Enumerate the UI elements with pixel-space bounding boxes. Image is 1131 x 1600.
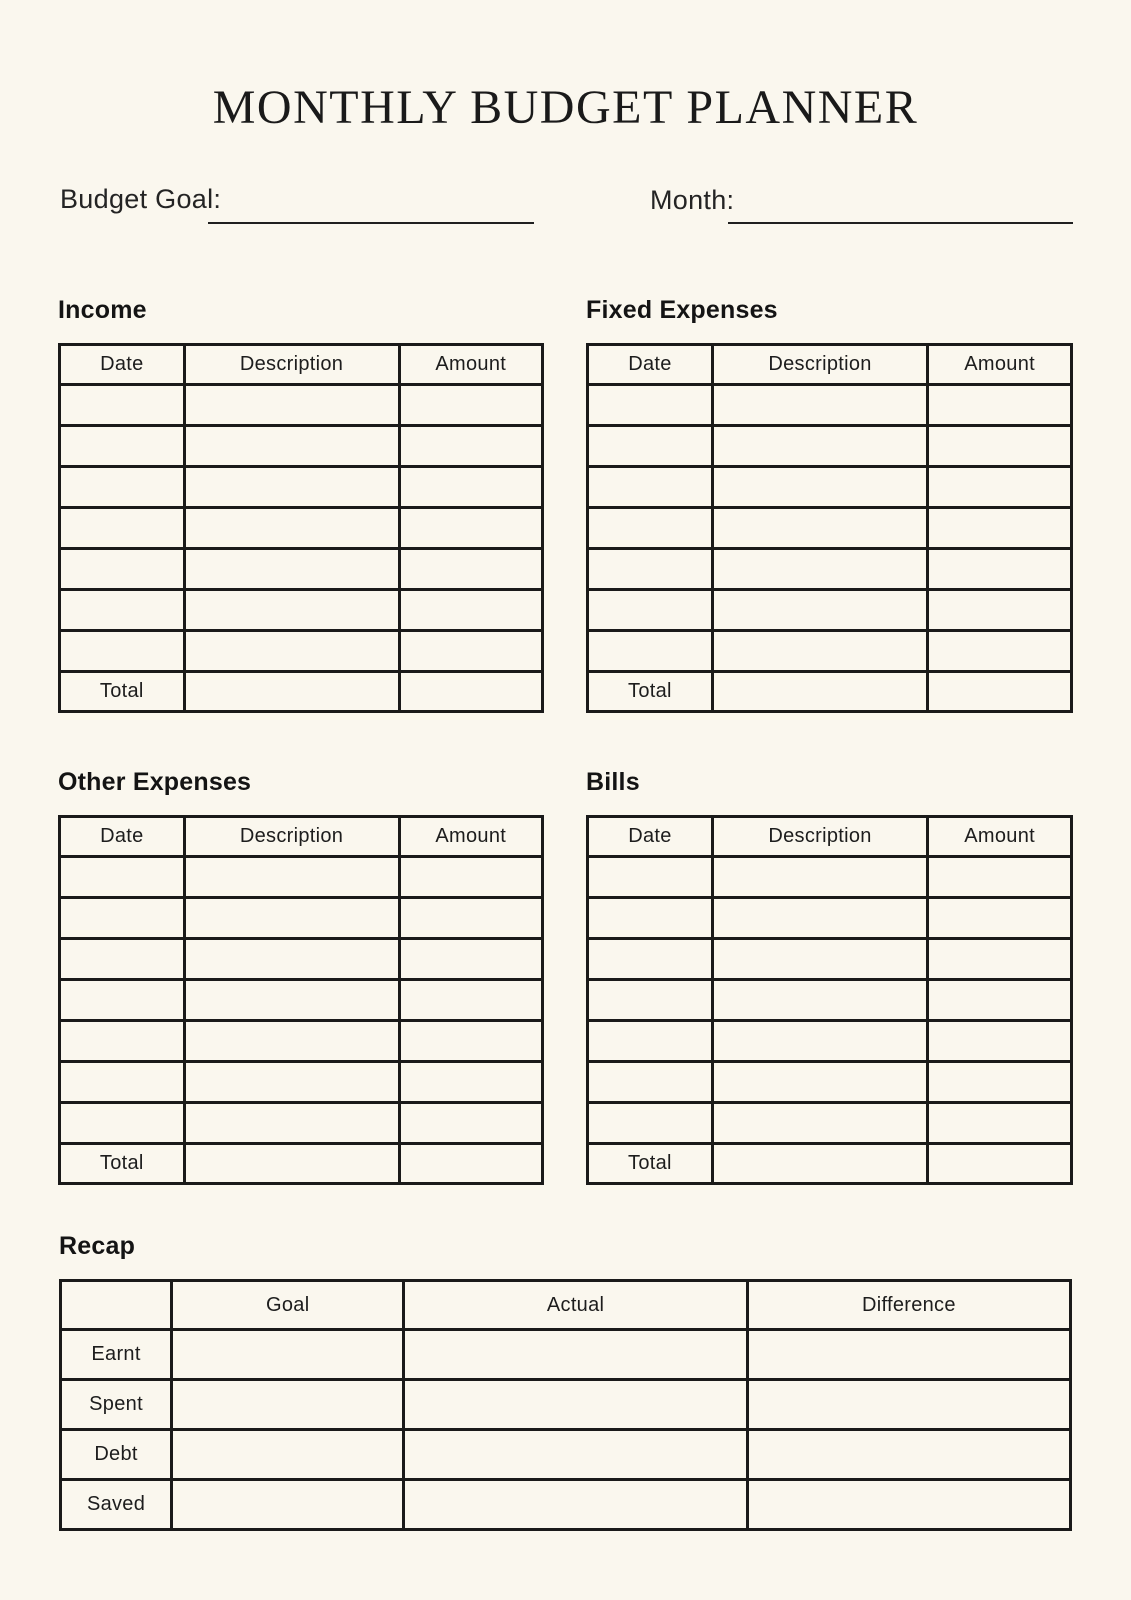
empty-row: [60, 1062, 543, 1103]
empty-row: [588, 467, 1072, 508]
date-cell[interactable]: [60, 1103, 185, 1144]
date-cell[interactable]: [588, 1021, 713, 1062]
spent-actual-cell[interactable]: [404, 1380, 747, 1430]
date-cell[interactable]: [588, 1062, 713, 1103]
fixed-expenses-heading: Fixed Expenses: [586, 296, 778, 324]
description-cell[interactable]: [184, 1021, 399, 1062]
amount-cell[interactable]: [928, 857, 1072, 898]
description-cell[interactable]: [712, 426, 927, 467]
description-cell[interactable]: [712, 857, 927, 898]
debt-goal-cell[interactable]: [172, 1430, 404, 1480]
amount-cell[interactable]: [928, 980, 1072, 1021]
empty-row: [588, 857, 1072, 898]
other-expenses-section: [58, 768, 544, 1185]
amount-cell[interactable]: [399, 857, 542, 898]
description-cell[interactable]: [184, 898, 399, 939]
empty-row: [588, 549, 1072, 590]
date-cell[interactable]: [60, 590, 185, 631]
empty-row: [588, 631, 1072, 672]
description-cell[interactable]: [184, 1062, 399, 1103]
spent-difference-cell[interactable]: [747, 1380, 1070, 1430]
description-cell[interactable]: [712, 898, 927, 939]
description-cell[interactable]: [712, 631, 927, 672]
saved-difference-cell[interactable]: [747, 1480, 1070, 1530]
table-header-row: [588, 345, 1072, 385]
description-column-header: Description: [712, 345, 927, 385]
total-amount-cell[interactable]: [399, 1144, 542, 1184]
amount-cell[interactable]: [928, 467, 1072, 508]
date-cell[interactable]: [60, 1021, 185, 1062]
recap-row-spent: [61, 1380, 1071, 1430]
total-label: Total: [588, 672, 713, 712]
table-header-row: [60, 817, 543, 857]
amount-cell[interactable]: [928, 1103, 1072, 1144]
amount-cell[interactable]: [928, 1062, 1072, 1103]
empty-row: [588, 1062, 1072, 1103]
earnt-row-label: Earnt: [61, 1330, 172, 1380]
description-cell[interactable]: [712, 549, 927, 590]
budget-goal-input-line[interactable]: [208, 222, 534, 224]
date-cell[interactable]: [60, 467, 185, 508]
total-description-cell[interactable]: [184, 1144, 399, 1184]
month-input-line[interactable]: [728, 222, 1073, 224]
empty-row: [60, 631, 543, 672]
total-row: [60, 672, 543, 712]
empty-row: [60, 590, 543, 631]
date-cell[interactable]: [588, 857, 713, 898]
empty-row: [60, 898, 543, 939]
date-cell[interactable]: [588, 426, 713, 467]
description-cell[interactable]: [184, 549, 399, 590]
amount-cell[interactable]: [399, 426, 542, 467]
empty-row: [588, 1103, 1072, 1144]
date-cell[interactable]: [588, 980, 713, 1021]
date-cell[interactable]: [588, 549, 713, 590]
amount-cell[interactable]: [399, 1062, 542, 1103]
amount-cell[interactable]: [399, 508, 542, 549]
spent-goal-cell[interactable]: [172, 1380, 404, 1430]
description-cell[interactable]: [712, 939, 927, 980]
total-amount-cell[interactable]: [928, 672, 1072, 712]
empty-row: [60, 508, 543, 549]
empty-row: [588, 980, 1072, 1021]
amount-cell[interactable]: [399, 631, 542, 672]
income-table: [58, 343, 544, 713]
description-cell[interactable]: [184, 426, 399, 467]
description-cell[interactable]: [184, 939, 399, 980]
total-amount-cell[interactable]: [399, 672, 542, 712]
date-cell[interactable]: [588, 590, 713, 631]
description-cell[interactable]: [712, 1021, 927, 1062]
amount-cell[interactable]: [928, 426, 1072, 467]
date-cell[interactable]: [60, 549, 185, 590]
date-cell[interactable]: [588, 939, 713, 980]
description-cell[interactable]: [712, 1062, 927, 1103]
total-description-cell[interactable]: [712, 672, 927, 712]
actual-column-header: Actual: [404, 1281, 747, 1330]
recap-heading: Recap: [59, 1232, 136, 1260]
amount-column-header: Amount: [399, 345, 542, 385]
empty-row: [60, 857, 543, 898]
earnt-actual-cell[interactable]: [404, 1330, 747, 1380]
amount-cell[interactable]: [399, 467, 542, 508]
date-cell[interactable]: [60, 857, 185, 898]
date-cell[interactable]: [588, 467, 713, 508]
total-row: [588, 672, 1072, 712]
description-cell[interactable]: [184, 631, 399, 672]
bills-table-body: [588, 857, 1072, 1144]
table-header-row: [588, 817, 1072, 857]
fixed-expenses-table-body: [588, 385, 1072, 672]
amount-cell[interactable]: [399, 898, 542, 939]
description-cell[interactable]: [184, 980, 399, 1021]
page-title: MONTHLY BUDGET PLANNER: [212, 81, 919, 134]
description-column-header: Description: [184, 817, 399, 857]
income-heading: Income: [58, 296, 147, 324]
amount-cell[interactable]: [399, 590, 542, 631]
recap-section: [59, 1232, 1072, 1531]
bills-table: [586, 815, 1073, 1185]
amount-cell[interactable]: [928, 549, 1072, 590]
income-table-body: [60, 385, 543, 672]
empty-row: [60, 385, 543, 426]
description-cell[interactable]: [712, 1103, 927, 1144]
amount-column-header: Amount: [399, 817, 542, 857]
amount-column-header: Amount: [928, 345, 1072, 385]
date-cell[interactable]: [588, 1103, 713, 1144]
difference-column-header: Difference: [747, 1281, 1070, 1330]
amount-cell[interactable]: [928, 939, 1072, 980]
date-cell[interactable]: [60, 508, 185, 549]
empty-row: [60, 1021, 543, 1062]
amount-cell[interactable]: [928, 631, 1072, 672]
amount-cell[interactable]: [399, 1021, 542, 1062]
empty-row: [60, 1103, 543, 1144]
description-cell[interactable]: [184, 590, 399, 631]
date-cell[interactable]: [60, 898, 185, 939]
debt-actual-cell[interactable]: [404, 1430, 747, 1480]
amount-cell[interactable]: [928, 898, 1072, 939]
saved-row-label: Saved: [61, 1480, 172, 1530]
debt-difference-cell[interactable]: [747, 1430, 1070, 1480]
recap-row-saved: [61, 1480, 1071, 1530]
saved-actual-cell[interactable]: [404, 1480, 747, 1530]
amount-cell[interactable]: [928, 508, 1072, 549]
table-header-row: [60, 345, 543, 385]
amount-cell[interactable]: [399, 385, 542, 426]
total-label: Total: [60, 672, 185, 712]
amount-cell[interactable]: [928, 590, 1072, 631]
date-cell[interactable]: [60, 426, 185, 467]
empty-row: [588, 590, 1072, 631]
description-cell[interactable]: [712, 980, 927, 1021]
other-expenses-table: [58, 815, 544, 1185]
total-label: Total: [60, 1144, 185, 1184]
date-cell[interactable]: [60, 939, 185, 980]
description-cell[interactable]: [184, 508, 399, 549]
empty-row: [588, 426, 1072, 467]
description-cell[interactable]: [712, 590, 927, 631]
total-row: [60, 1144, 543, 1184]
empty-row: [60, 426, 543, 467]
date-cell[interactable]: [588, 898, 713, 939]
empty-row: [588, 1021, 1072, 1062]
empty-row: [588, 939, 1072, 980]
empty-row: [60, 549, 543, 590]
total-row: [588, 1144, 1072, 1184]
description-cell[interactable]: [712, 467, 927, 508]
recap-corner-cell: [61, 1281, 172, 1330]
date-cell[interactable]: [588, 631, 713, 672]
date-column-header: Date: [588, 345, 713, 385]
amount-cell[interactable]: [399, 1103, 542, 1144]
recap-header-row: [61, 1281, 1071, 1330]
recap-row-debt: [61, 1430, 1071, 1480]
fixed-expenses-section: [586, 296, 1073, 713]
saved-goal-cell[interactable]: [172, 1480, 404, 1530]
description-cell[interactable]: [184, 467, 399, 508]
description-cell[interactable]: [184, 385, 399, 426]
recap-table: [59, 1279, 1072, 1531]
earnt-difference-cell[interactable]: [747, 1330, 1070, 1380]
date-cell[interactable]: [588, 508, 713, 549]
bills-section: [586, 768, 1073, 1185]
bills-heading: Bills: [586, 768, 640, 796]
empty-row: [588, 898, 1072, 939]
budget-goal-label: Budget Goal:: [60, 184, 222, 214]
date-column-header: Date: [588, 817, 713, 857]
income-section: [58, 296, 544, 713]
amount-cell[interactable]: [399, 939, 542, 980]
description-cell[interactable]: [184, 857, 399, 898]
amount-cell[interactable]: [399, 980, 542, 1021]
description-column-header: Description: [712, 817, 927, 857]
total-amount-cell[interactable]: [928, 1144, 1072, 1184]
amount-cell[interactable]: [928, 385, 1072, 426]
date-cell[interactable]: [60, 980, 185, 1021]
empty-row: [588, 385, 1072, 426]
date-cell[interactable]: [60, 1062, 185, 1103]
empty-row: [60, 939, 543, 980]
empty-row: [588, 508, 1072, 549]
date-cell[interactable]: [60, 631, 185, 672]
earnt-goal-cell[interactable]: [172, 1330, 404, 1380]
date-cell[interactable]: [588, 385, 713, 426]
total-label: Total: [588, 1144, 713, 1184]
amount-cell[interactable]: [928, 1021, 1072, 1062]
debt-row-label: Debt: [61, 1430, 172, 1480]
total-description-cell[interactable]: [184, 672, 399, 712]
amount-cell[interactable]: [399, 549, 542, 590]
empty-row: [60, 980, 543, 1021]
date-column-header: Date: [60, 345, 185, 385]
description-cell[interactable]: [712, 385, 927, 426]
recap-row-earnt: [61, 1330, 1071, 1380]
other-expenses-heading: Other Expenses: [58, 768, 252, 796]
other-expenses-table-body: [60, 857, 543, 1144]
description-column-header: Description: [184, 345, 399, 385]
total-description-cell[interactable]: [712, 1144, 927, 1184]
description-cell[interactable]: [184, 1103, 399, 1144]
spent-row-label: Spent: [61, 1380, 172, 1430]
goal-column-header: Goal: [172, 1281, 404, 1330]
amount-column-header: Amount: [928, 817, 1072, 857]
fixed-expenses-table: [586, 343, 1073, 713]
date-column-header: Date: [60, 817, 185, 857]
month-label: Month:: [650, 185, 735, 215]
date-cell[interactable]: [60, 385, 185, 426]
description-cell[interactable]: [712, 508, 927, 549]
empty-row: [60, 467, 543, 508]
